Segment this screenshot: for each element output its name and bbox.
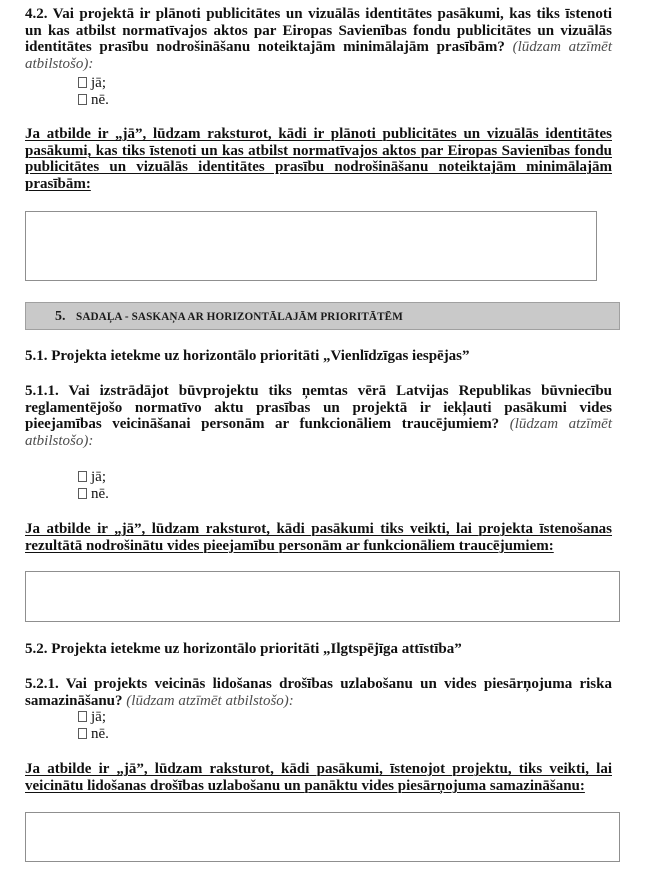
question-line <box>25 416 612 433</box>
option-yes <box>78 75 109 92</box>
question-line: 5.1.1. Vai izstrādājot būvprojektu tiks ņemtas vērā Latvijas Republikas būvniecību <box>25 383 612 399</box>
followup-line: Ja atbilde ir „jā”, lūdzam raksturot, kādi ir plānoti publicitātes un vizuālās identitātes <box>25 126 612 142</box>
answer-field-5-1-1[interactable] <box>25 571 620 622</box>
followup-line: Ja atbilde ir „jā”, lūdzam raksturot, kādi pasākumi tiks veikti, lai projekta īstenošanas <box>25 521 612 537</box>
instruction-hint: (lūdzam atzīmēt <box>512 39 612 56</box>
question-line <box>25 693 612 710</box>
heading-5-2: 5.2. Projekta ietekme uz horizontālo prioritāti „Ilgtspējīga attīstība” <box>25 641 462 657</box>
section-title: SADAĻA - SASKAŅA AR HORIZONTĀLAJĀM PRIORITĀTĒM <box>76 311 403 323</box>
answer-options-5-1-1 <box>78 469 109 502</box>
followup-line: rezultātā nodrošinātu vides pieejamību personām ar funkcionāliem traucējumiem: <box>25 537 554 554</box>
followup-line: prasībām: <box>25 176 91 193</box>
option-yes-label: jā; <box>91 469 106 485</box>
option-no <box>78 726 109 743</box>
question-line: 5.2.1. Vai projekts veicinās lidošanas drošības uzlabošanu un vides piesārņojuma riska <box>25 676 612 692</box>
section-5-header <box>25 302 620 330</box>
option-yes <box>78 709 109 726</box>
answer-field-4-2[interactable] <box>25 211 597 281</box>
option-no-label: nē. <box>91 725 109 742</box>
followup-line: veicinātu lidošanas drošības uzlabošanu un panāktu vides piesārņojuma samazināšanu: <box>25 777 585 794</box>
question-line <box>25 433 612 450</box>
checkbox-yes[interactable] <box>78 77 87 88</box>
followup-line: Ja atbilde ir „jā”, lūdzam raksturot, kādi pasākumi, īstenojot projektu, tiks veikti, lai <box>25 761 612 777</box>
question-line <box>25 56 612 73</box>
instruction-hint: (lūdzam atzīmēt atbilstošo): <box>126 692 294 709</box>
section-number: 5. <box>55 309 66 324</box>
option-yes-label: jā; <box>91 709 106 725</box>
heading-5-1: 5.1. Projekta ietekme uz horizontālo prioritāti „Vienlīdzīgas iespējas” <box>25 348 470 364</box>
checkbox-yes[interactable] <box>78 711 87 722</box>
checkbox-no[interactable] <box>78 728 87 739</box>
option-no <box>78 486 109 503</box>
answer-options-4-2 <box>78 75 109 108</box>
question-line: un kas atbilst normatīvajos aktos par Eiropas Savienības fondu publicitātes un vizuālās <box>25 22 612 39</box>
checkbox-no[interactable] <box>78 94 87 105</box>
question-text: samazināšanu? <box>25 692 123 709</box>
instruction-hint: atbilstošo): <box>25 56 94 73</box>
option-no-label: nē. <box>91 91 109 108</box>
question-text: identitātes prasību nodrošināšanu noteiktajām minimālajām prasībām? <box>25 39 505 56</box>
question-5-2-1 <box>25 676 612 709</box>
checkbox-yes[interactable] <box>78 471 87 482</box>
followup-prompt-5-1-1 <box>25 521 612 554</box>
option-yes <box>78 469 109 486</box>
option-yes-label: jā; <box>91 75 106 91</box>
option-no-label: nē. <box>91 485 109 502</box>
question-line: 4.2. Vai projektā ir plānoti publicitātes un vizuālās identitātes pasākumi, kas tiks īstenoti <box>25 6 612 22</box>
option-no <box>78 92 109 109</box>
question-line <box>25 39 612 56</box>
question-5-1-1 <box>25 383 612 450</box>
question-line: reglamentējošo normatīvo aktu prasības un projektā ir iekļauti pasākumi vides <box>25 399 612 416</box>
instruction-hint: (lūdzam atzīmēt <box>509 416 612 433</box>
question-text: pieejamības veicināšanai personām ar funkcionāliem traucējumiem? <box>25 416 500 433</box>
checkbox-no[interactable] <box>78 488 87 499</box>
answer-field-5-2-1[interactable] <box>25 812 620 862</box>
followup-prompt-4-2 <box>25 126 612 193</box>
answer-options-5-2-1 <box>78 709 109 742</box>
followup-line: publicitātes un vizuālās identitātes prasību nodrošināšanu noteiktajām minimālajām <box>25 159 612 176</box>
instruction-hint: atbilstošo): <box>25 433 94 450</box>
followup-line: pasākumi, kas tiks īstenoti un kas atbilst normatīvajos aktos par Eiropas Savienības fondu <box>25 142 612 159</box>
question-4-2 <box>25 6 612 73</box>
followup-prompt-5-2-1 <box>25 761 612 794</box>
